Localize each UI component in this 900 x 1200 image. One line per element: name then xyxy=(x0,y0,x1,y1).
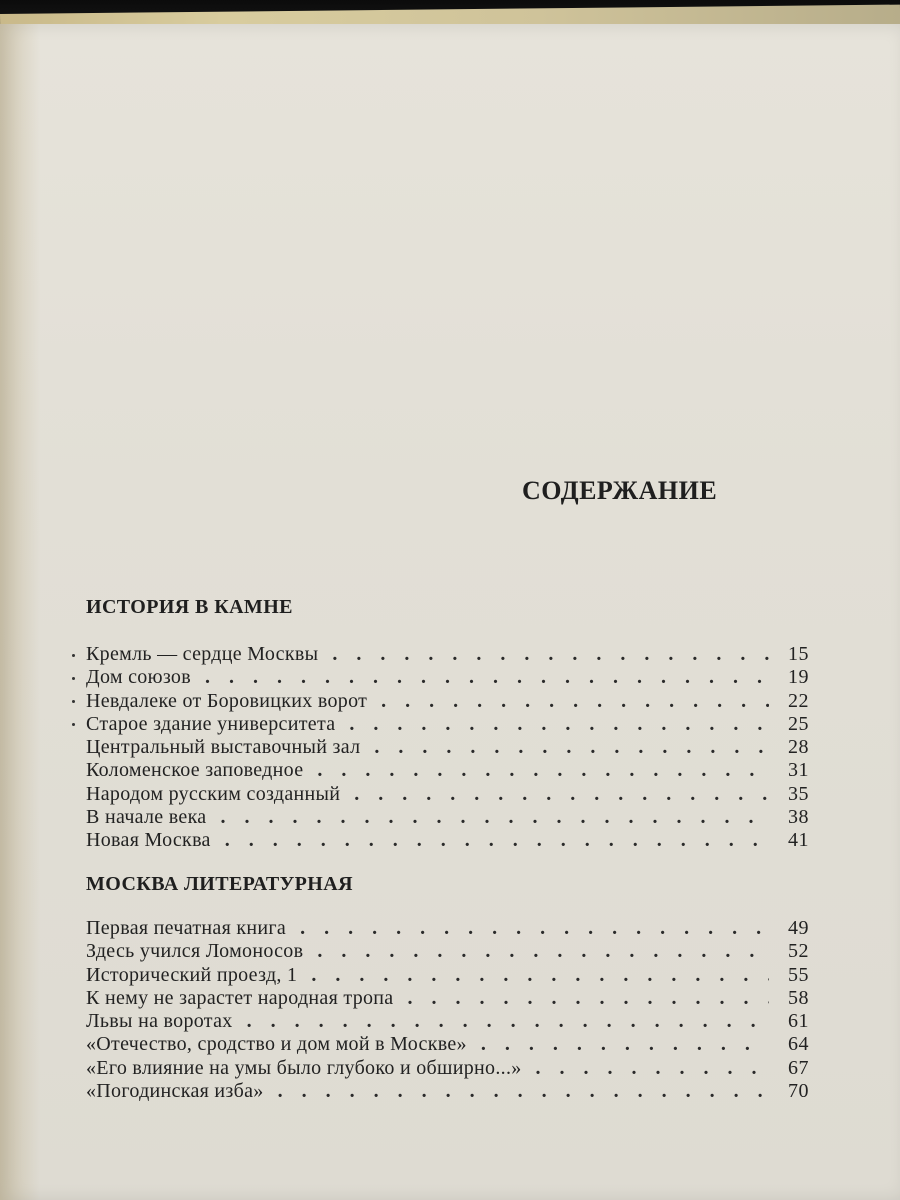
toc-entry-page: 67 xyxy=(788,1056,809,1079)
toc-entry xyxy=(74,759,809,782)
toc-entry-title: Новая Москва xyxy=(86,829,211,852)
dot-leader xyxy=(264,1080,769,1103)
dot-leader xyxy=(467,1033,769,1056)
toc-entry-page: 41 xyxy=(788,829,809,852)
toc-entry-title: К нему не зарастет народная тропа xyxy=(86,986,394,1009)
toc-entry xyxy=(74,666,809,689)
toc-entry xyxy=(74,736,809,759)
dot-leader xyxy=(211,829,769,852)
margin-tick xyxy=(72,700,75,703)
toc-entry xyxy=(74,829,809,852)
toc-entry-page: 61 xyxy=(788,1010,809,1033)
dot-leader xyxy=(367,690,769,713)
section-title-history-in-stone: ИСТОРИЯ В КАМНЕ xyxy=(86,596,293,618)
dot-leader xyxy=(340,783,769,806)
book-page xyxy=(0,24,900,1200)
dot-leader xyxy=(303,759,769,782)
toc-entry-page: 19 xyxy=(788,666,809,689)
dot-leader xyxy=(318,643,769,666)
toc-entry-title: Кремль — сердце Москвы xyxy=(86,643,319,665)
toc-entry xyxy=(74,987,809,1010)
toc-entry-page: 70 xyxy=(788,1080,809,1103)
toc-entry xyxy=(74,1033,809,1056)
toc-entry xyxy=(74,964,809,987)
toc-entry-page: 64 xyxy=(788,1033,809,1056)
toc-entry xyxy=(74,783,809,806)
toc-entry xyxy=(74,1057,809,1080)
toc-list-history-in-stone xyxy=(74,643,809,853)
toc-heading: СОДЕРЖАНИЕ xyxy=(522,476,718,505)
toc-entry-title: «Отечество, сродство и дом мой в Москве» xyxy=(86,1033,467,1056)
toc-entry-title: Центральный выставочный зал xyxy=(86,736,361,759)
section-title-literary-moscow: МОСКВА ЛИТЕРАТУРНАЯ xyxy=(86,873,353,895)
toc-entry-page: 25 xyxy=(788,712,809,735)
dot-leader xyxy=(191,666,769,689)
toc-entry-title: Львы на воротах xyxy=(86,1010,233,1033)
toc-entry-page: 22 xyxy=(788,689,809,712)
toc-entry xyxy=(74,713,809,736)
dot-leader xyxy=(522,1057,769,1080)
toc-entry-title: Первая печатная книга xyxy=(86,917,287,939)
toc-entry-title: Невдалеке от Боровицких ворот xyxy=(86,689,368,712)
margin-tick xyxy=(72,723,75,726)
toc-entry xyxy=(74,917,809,940)
toc-list-literary-moscow xyxy=(74,917,809,1103)
toc-entry-page: 55 xyxy=(788,963,809,986)
toc-entry xyxy=(74,643,809,666)
dot-leader xyxy=(360,736,769,759)
toc-entry xyxy=(74,940,809,963)
toc-entry-title: В начале века xyxy=(86,806,207,829)
toc-entry-title: Здесь учился Ломоносов xyxy=(86,940,304,963)
dot-leader xyxy=(286,917,769,940)
toc-entry-title: Исторический проезд, 1 xyxy=(86,963,298,986)
toc-entry xyxy=(74,1080,809,1103)
margin-tick xyxy=(72,654,75,657)
dot-leader xyxy=(393,987,769,1010)
toc-entry-page: 28 xyxy=(788,736,809,759)
toc-entry xyxy=(74,690,809,713)
toc-entry xyxy=(74,806,809,829)
dot-leader xyxy=(335,713,769,736)
toc-entry-page: 38 xyxy=(788,806,809,829)
toc-entry-title: Коломенское заповедное xyxy=(86,759,304,782)
toc-entry-title: Старое здание университета xyxy=(86,712,336,735)
toc-entry-page: 15 xyxy=(788,643,809,665)
dot-leader xyxy=(297,964,769,987)
toc-entry-page: 49 xyxy=(788,917,809,939)
toc-entry-page: 35 xyxy=(788,782,809,805)
toc-entry-title: «Его влияние на умы было глубоко и обширно...» xyxy=(86,1056,522,1079)
toc-entry xyxy=(74,1010,809,1033)
toc-entry-page: 31 xyxy=(788,759,809,782)
toc-entry-title: Народом русским созданный xyxy=(86,782,341,805)
toc-entry-title: Дом союзов xyxy=(86,666,191,689)
toc-entry-page: 52 xyxy=(788,940,809,963)
margin-tick xyxy=(72,677,75,680)
toc-entry-title: «Погодинская изба» xyxy=(86,1080,264,1103)
dot-leader xyxy=(303,940,769,963)
dot-leader xyxy=(206,806,769,829)
dot-leader xyxy=(233,1010,769,1033)
toc-entry-page: 58 xyxy=(788,986,809,1009)
